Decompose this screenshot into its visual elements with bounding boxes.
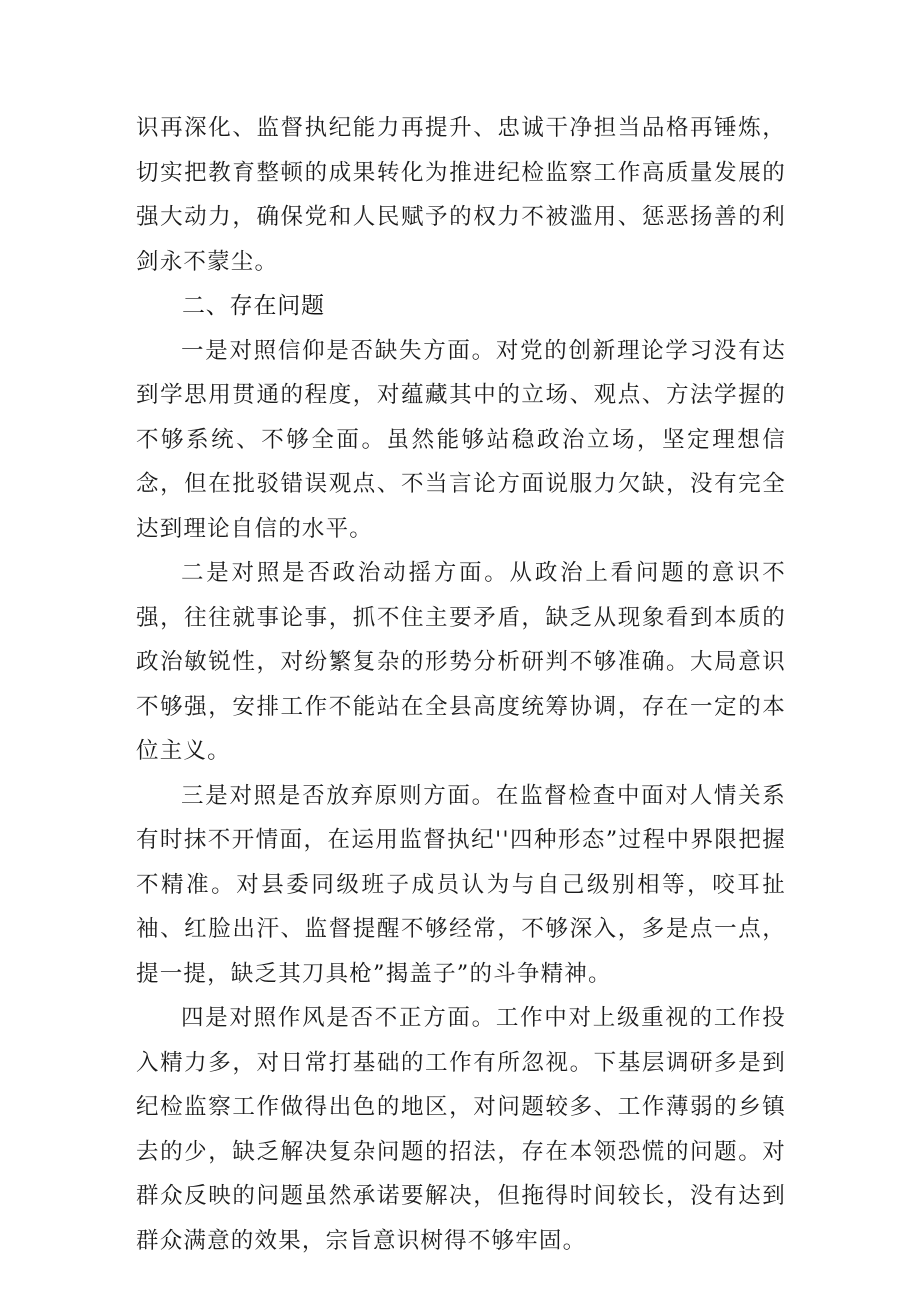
section-heading-problems: 二、存在问题 xyxy=(182,293,325,319)
paragraph-continuation: 识再深化、监督执纪能力再提升、忠诚干净担当品格再锤炼，切实把教育整顿的成果转化为推进纪检监察工作高质量发展的强大动力，确保党和人民赋予的权力不被滥用、惩恶扬善的利剑永不蒙尘。 xyxy=(136,115,786,275)
paragraph-politics: 二是对照是否政治动摇方面。从政治上看问题的意识不强，往往就事论事，抓不住主要矛盾，缺乏从现象看到本质的政治敏锐性，对纷繁复杂的形势分析研判不够准确。大局意识不够强，安排工作不能站在全县高度统筹协调，存在一定的本位主义。 xyxy=(136,560,786,764)
paragraph-work-style: 四是对照作风是否不正方面。工作中对上级重视的工作投入精力多，对日常打基础的工作有所忽视。下基层调研多是到纪检监察工作做得出色的地区，对问题较多、工作薄弱的乡镇去的少，缺乏解决复杂问题的招法，存在本领恐慌的问题。对群众反映的问题虽然承诺要解决，但拖得时间较长，没有达到群众满意的效果，宗旨意识树得不够牢固。 xyxy=(136,1005,786,1254)
paragraph-faith: 一是对照信仰是否缺失方面。对党的创新理论学习没有达到学思用贯通的程度，对蕴藏其中的立场、观点、方法学握的不够系统、不够全面。虽然能够站稳政治立场，坚定理想信念，但在批驳错误观点、不当言论方面说服力欠缺，没有完全达到理论自信的水平。 xyxy=(136,337,786,542)
paragraph-principles: 三是对照是否放弃原则方面。在监督检查中面对人情关系有时抹不开情面，在运用监督执纪''四种形态”过程中界限把握不精准。对县委同级班子成员认为与自己级别相等，咬耳扯袖、红脸出汗、监督提醒不够经常，不够深入，多是点一点，提一提，缺乏其刀具枪”揭盖子”的斗争精神。 xyxy=(136,782,786,987)
document-body xyxy=(136,106,786,1263)
